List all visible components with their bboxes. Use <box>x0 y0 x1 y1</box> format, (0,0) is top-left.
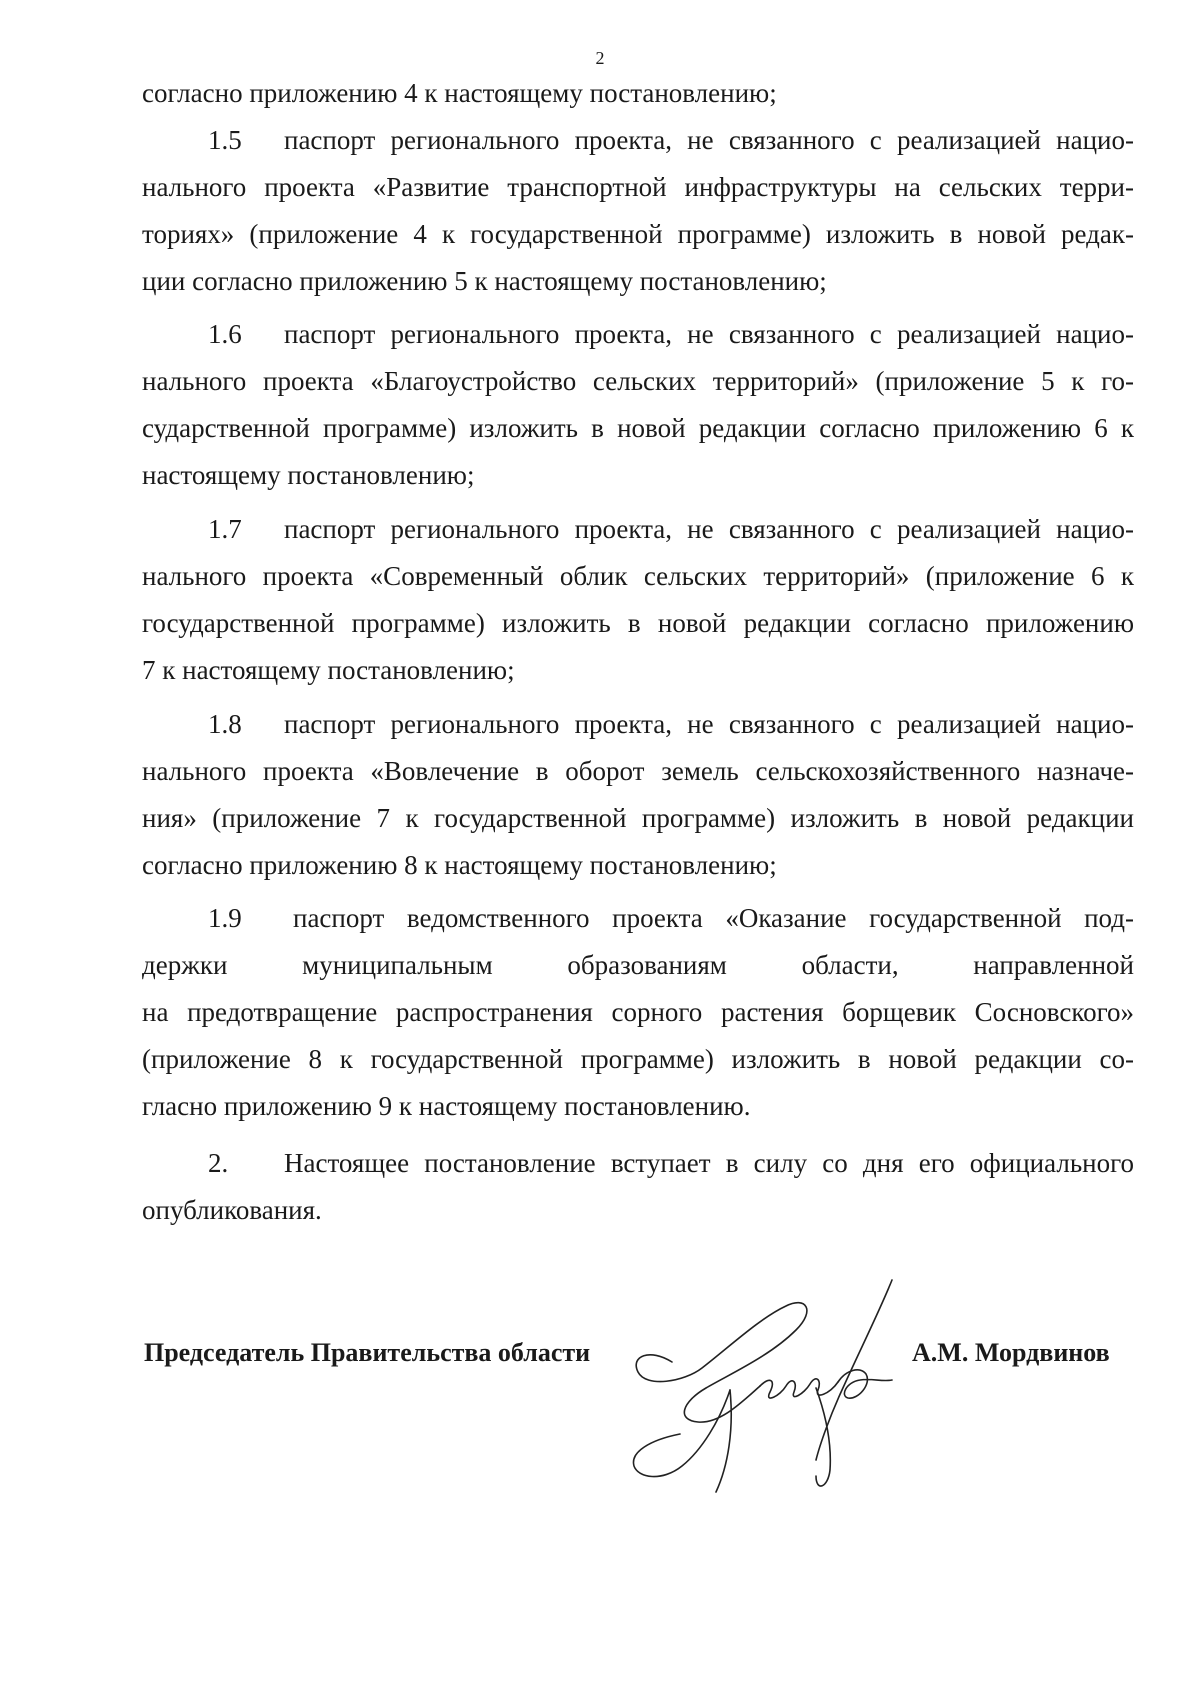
page-number: 2 <box>595 48 605 68</box>
item-line: на предотвращение распространения сорного растения борщевик Сосновского» <box>142 997 1134 1027</box>
item-number: 2. <box>208 1148 229 1178</box>
item-line: ции согласно приложению 5 к настоящему постановлению; <box>142 266 827 296</box>
item-line: государственной программе) изложить в новой редакции согласно приложению <box>142 608 1134 638</box>
item-line: держки муниципальным образованиям области, направленной <box>142 950 1134 980</box>
item-1-6-first-line <box>142 317 1134 351</box>
item-1-9-first-line <box>142 901 1134 935</box>
item-line: 7 к настоящему постановлению; <box>142 655 515 685</box>
handwritten-signature <box>610 1270 950 1500</box>
item-line: гласно приложению 9 к настоящему постановлению. <box>142 1091 751 1121</box>
item-text: паспорт регионального проекта, не связанного с реализацией нацио- <box>284 514 1134 544</box>
item-line: настоящему постановлению; <box>142 460 475 490</box>
item-line: согласно приложению 8 к настоящему постановлению; <box>142 850 777 880</box>
signatory-position: Председатель Правительства области <box>144 1338 591 1367</box>
item-1-8-first-line <box>142 707 1134 741</box>
item-line: сударственной программе) изложить в новой редакции согласно приложению 6 к <box>142 413 1134 443</box>
item-text: паспорт регионального проекта, не связанного с реализацией нацио- <box>284 319 1134 349</box>
item-text: паспорт ведомственного проекта «Оказание государственной под- <box>293 903 1134 933</box>
item-line: ния» (приложение 7 к государственной программе) изложить в новой редакции <box>142 803 1134 833</box>
signatory-name: А.М. Мордвинов <box>912 1338 1110 1367</box>
item-line: (приложение 8 к государственной программе) изложить в новой редакции со- <box>142 1044 1134 1074</box>
item-1-7-first-line <box>142 512 1134 546</box>
item-line: нального проекта «Вовлечение в оборот земель сельскохозяйственного назначе- <box>142 756 1134 786</box>
item-number: 1.5 <box>208 125 242 155</box>
item-number: 1.7 <box>208 514 242 544</box>
item-number: 1.9 <box>208 903 242 933</box>
item-text: Настоящее постановление вступает в силу со дня его официального <box>284 1148 1134 1178</box>
item-text: паспорт регионального проекта, не связанного с реализацией нацио- <box>284 709 1134 739</box>
item-1-5-first-line <box>142 123 1134 157</box>
item-line: нального проекта «Благоустройство сельских территорий» (приложение 5 к го- <box>142 366 1134 396</box>
item-2-first-line <box>142 1146 1134 1180</box>
item-line: опубликования. <box>142 1195 322 1225</box>
item-line: нального проекта «Развитие транспортной инфраструктуры на сельских терри- <box>142 172 1134 202</box>
intro-line: согласно приложению 4 к настоящему постановлению; <box>142 78 777 108</box>
item-number: 1.8 <box>208 709 242 739</box>
item-line: нального проекта «Современный облик сельских территорий» (приложение 6 к <box>142 561 1134 591</box>
item-line: ториях» (приложение 4 к государственной программе) изложить в новой редак- <box>142 219 1134 249</box>
item-number: 1.6 <box>208 319 242 349</box>
item-text: паспорт регионального проекта, не связанного с реализацией нацио- <box>284 125 1134 155</box>
